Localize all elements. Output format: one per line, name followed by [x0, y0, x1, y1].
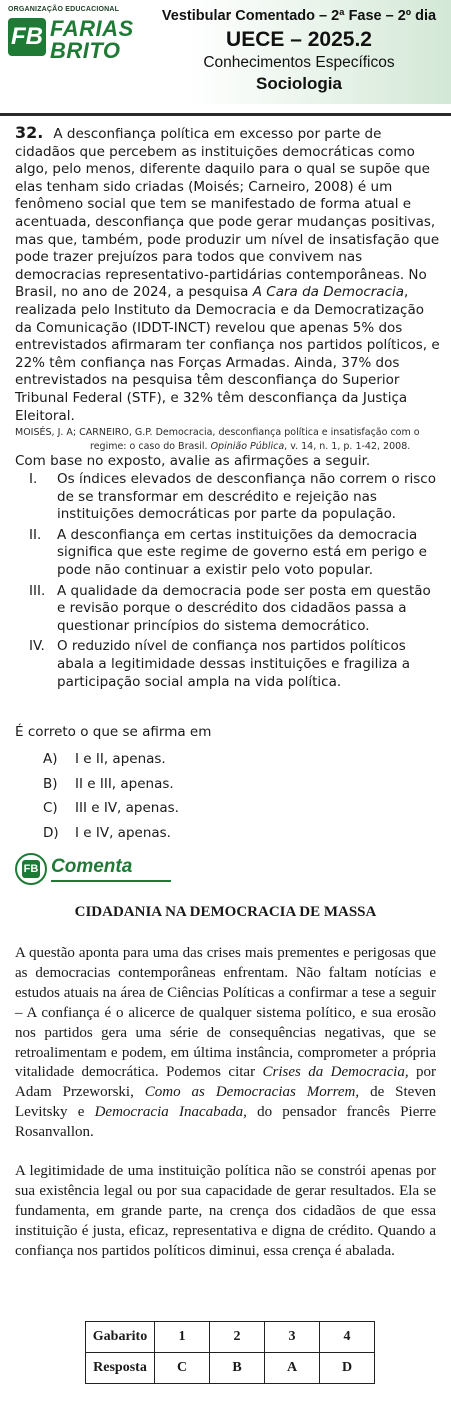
statement-item: [15, 583, 440, 636]
statement-number: I.: [29, 471, 38, 487]
statement-text: O reduzido nível de confiança nos partidos políticos abala a legitimidade dessas instituições e fragiliza a participação social ampla na vida política.: [57, 638, 411, 690]
reference-journal: Opinião Pública: [210, 441, 285, 452]
statement-number: III.: [29, 582, 46, 599]
header-titles: [159, 8, 439, 94]
comenta-underline: [51, 880, 171, 882]
resposta-label: Resposta: [86, 1353, 155, 1384]
question-number-cell: 2: [210, 1322, 265, 1353]
exam-subject: Sociologia: [256, 74, 342, 93]
statement-number: IV.: [29, 638, 45, 655]
book-title: Crises da Democracia,: [262, 1064, 409, 1081]
exam-title: Vestibular Comentado – 2ª Fase – 2º dia: [161, 8, 437, 24]
fb-logo-icon: [15, 853, 47, 885]
option-text: I e II, apenas.: [75, 751, 166, 767]
answer-key-table: [85, 1321, 375, 1384]
option-letter: D): [43, 824, 59, 841]
statement-text-a: A desconfiança política em excesso por parte de cidadãos que percebem as instituições democráticas como algo, pelo menos, diferente daquilo para o qual se supõe que elas tenham sido criadas (Moisés; Carneiro, 2008) é um fenômeno social que tem se manifestado de forma atual e acentuada, desconfiança que pode gerar mudanças positivas, mas que, também, pode produzir um nível de insatisfação que pode trazer prejuízos para todos que convivem nas democracias representativo-partidárias contemporâneas. No Brasil, no ano de 2024, a pesquisa: [15, 126, 440, 301]
commentary-paragraph-2: A legitimidade de uma instituição política não se constrói apenas por sua existência legal ou por sua capacidade de gerar resultados. Ela se fundamenta, em grande parte, na crença dos cidadãos de que essa instituição é justa, eficaz, representativa e digna de crédito. Quando a confiança nos partidos políticos diminui, essa crença é abalada.: [15, 1163, 436, 1259]
answer-option-c: [43, 796, 179, 821]
statement-text: A qualidade da democracia pode ser posta em questão e revisão porque o descrédito dos cidadãos passa a questionar princípios do sistema democrático.: [57, 582, 431, 634]
question-number-cell: 3: [265, 1322, 320, 1353]
logo-org-label: ORGANIZAÇÃO EDUCACIONAL: [8, 6, 120, 13]
statement-survey-title: A Cara da Democracia: [252, 284, 405, 301]
option-text: I e IV, apenas.: [75, 824, 171, 841]
bibliographic-reference: [15, 426, 440, 454]
statement-item: [15, 527, 440, 580]
answer-cell: A: [265, 1353, 320, 1384]
statement-text-b: , realizada pelo Instituto da Democracia e da Democratização da Comunicação (IDDT-INCT) revelou que apenas 5% dos entrevistados afirmaram ter confiança nos partidos políticos, e 22% têm confiança nas Forças Armadas. Ainda, 37% dos entrevistados na pesquisa têm desconfiança do Superior Tribunal Federal (STF), e 32% têm desconfiança da Justiça Eleitoral.: [15, 284, 440, 424]
question-number: 32.: [15, 123, 44, 142]
commentary-paragraph-1: A questão aponta para uma das crises mais prementes e perigosas que as democracias contemporâneas enfrentam. Não faltam notícias e estudos atuais na área de Ciências Políticas a confirmar a tese a seguir – A confiança é o alicerce de qualquer sistema político, e sua erosão nos partidos gera uma série de consequências negativas, que se retroalimentam e podem, em última instância, comprometer a própria vitalidade democrática. Podemos citar Crises da Democracia, por Adam Przeworski, Como as Democracias Morrem, de Steven Levitsky e Democracia Inacabada, do pensador francês Pierre Rosanvallon.: [15, 945, 436, 1141]
comenta-label: Comenta: [51, 856, 133, 877]
fb-logo-mark: FB: [22, 860, 40, 878]
answer-option-a: [43, 747, 179, 772]
farias-brito-logo: [8, 6, 148, 76]
logo-word-brito: BRITO: [50, 38, 121, 63]
answer-cell: B: [210, 1353, 265, 1384]
question-number-cell: 1: [155, 1322, 210, 1353]
book-title: Democracia Inacabada,: [94, 1104, 247, 1121]
gabarito-label: Gabarito: [86, 1322, 155, 1353]
table-row: [86, 1322, 375, 1353]
table-row: [86, 1353, 375, 1384]
statements-list: [15, 471, 440, 694]
commentary-title: CIDADANIA NA DEMOCRACIA DE MASSA: [74, 904, 377, 920]
statement-text: Os índices elevados de desconfiança não correm o risco de se transformar em descrédito e rejeição nas instituições democráticas por parte da população.: [57, 471, 436, 523]
option-text: II e III, apenas.: [75, 775, 174, 792]
reference-line-1: MOISÉS, J. A; CARNEIRO, G.P. Democracia, desconfiança política e insatisfação com o: [15, 427, 420, 438]
answer-options: [43, 747, 179, 845]
reference-line-2: regime: o caso do Brasil. Opinião Pública, v. 14, n. 1, p. 1-42, 2008.: [90, 441, 411, 452]
page-header: [0, 0, 451, 104]
answer-option-b: [43, 772, 179, 797]
header-divider: [0, 113, 451, 116]
statement-item: [15, 638, 440, 691]
statement-number: II.: [29, 526, 42, 543]
option-letter: C): [43, 800, 58, 816]
answer-prompt: É correto o que se afirma em: [15, 724, 212, 740]
answer-cell: C: [155, 1353, 210, 1384]
option-letter: B): [43, 775, 58, 792]
answer-option-d: [43, 821, 179, 846]
question-statement: [15, 124, 440, 425]
exam-section: Conhecimentos Específicos: [203, 54, 395, 71]
question-number-cell: 4: [320, 1322, 375, 1353]
exam-edition: UECE – 2025.2: [226, 28, 372, 51]
statement-item: [15, 471, 440, 524]
answer-cell: D: [320, 1353, 375, 1384]
logo-fb-mark: FB: [8, 18, 46, 56]
question-prompt: Com base no exposto, avalie as afirmações a seguir.: [15, 453, 371, 469]
comenta-badge: [15, 853, 165, 885]
logo-word-farias: FARIAS: [50, 16, 134, 41]
statement-text: A desconfiança em certas instituições da democracia significa que este regime de governo está em perigo e pode não continuar a existir pelo voto popular.: [57, 526, 427, 578]
option-letter: A): [43, 751, 58, 767]
option-text: III e IV, apenas.: [75, 800, 179, 816]
book-title: Como as Democracias Morrem,: [144, 1084, 360, 1101]
